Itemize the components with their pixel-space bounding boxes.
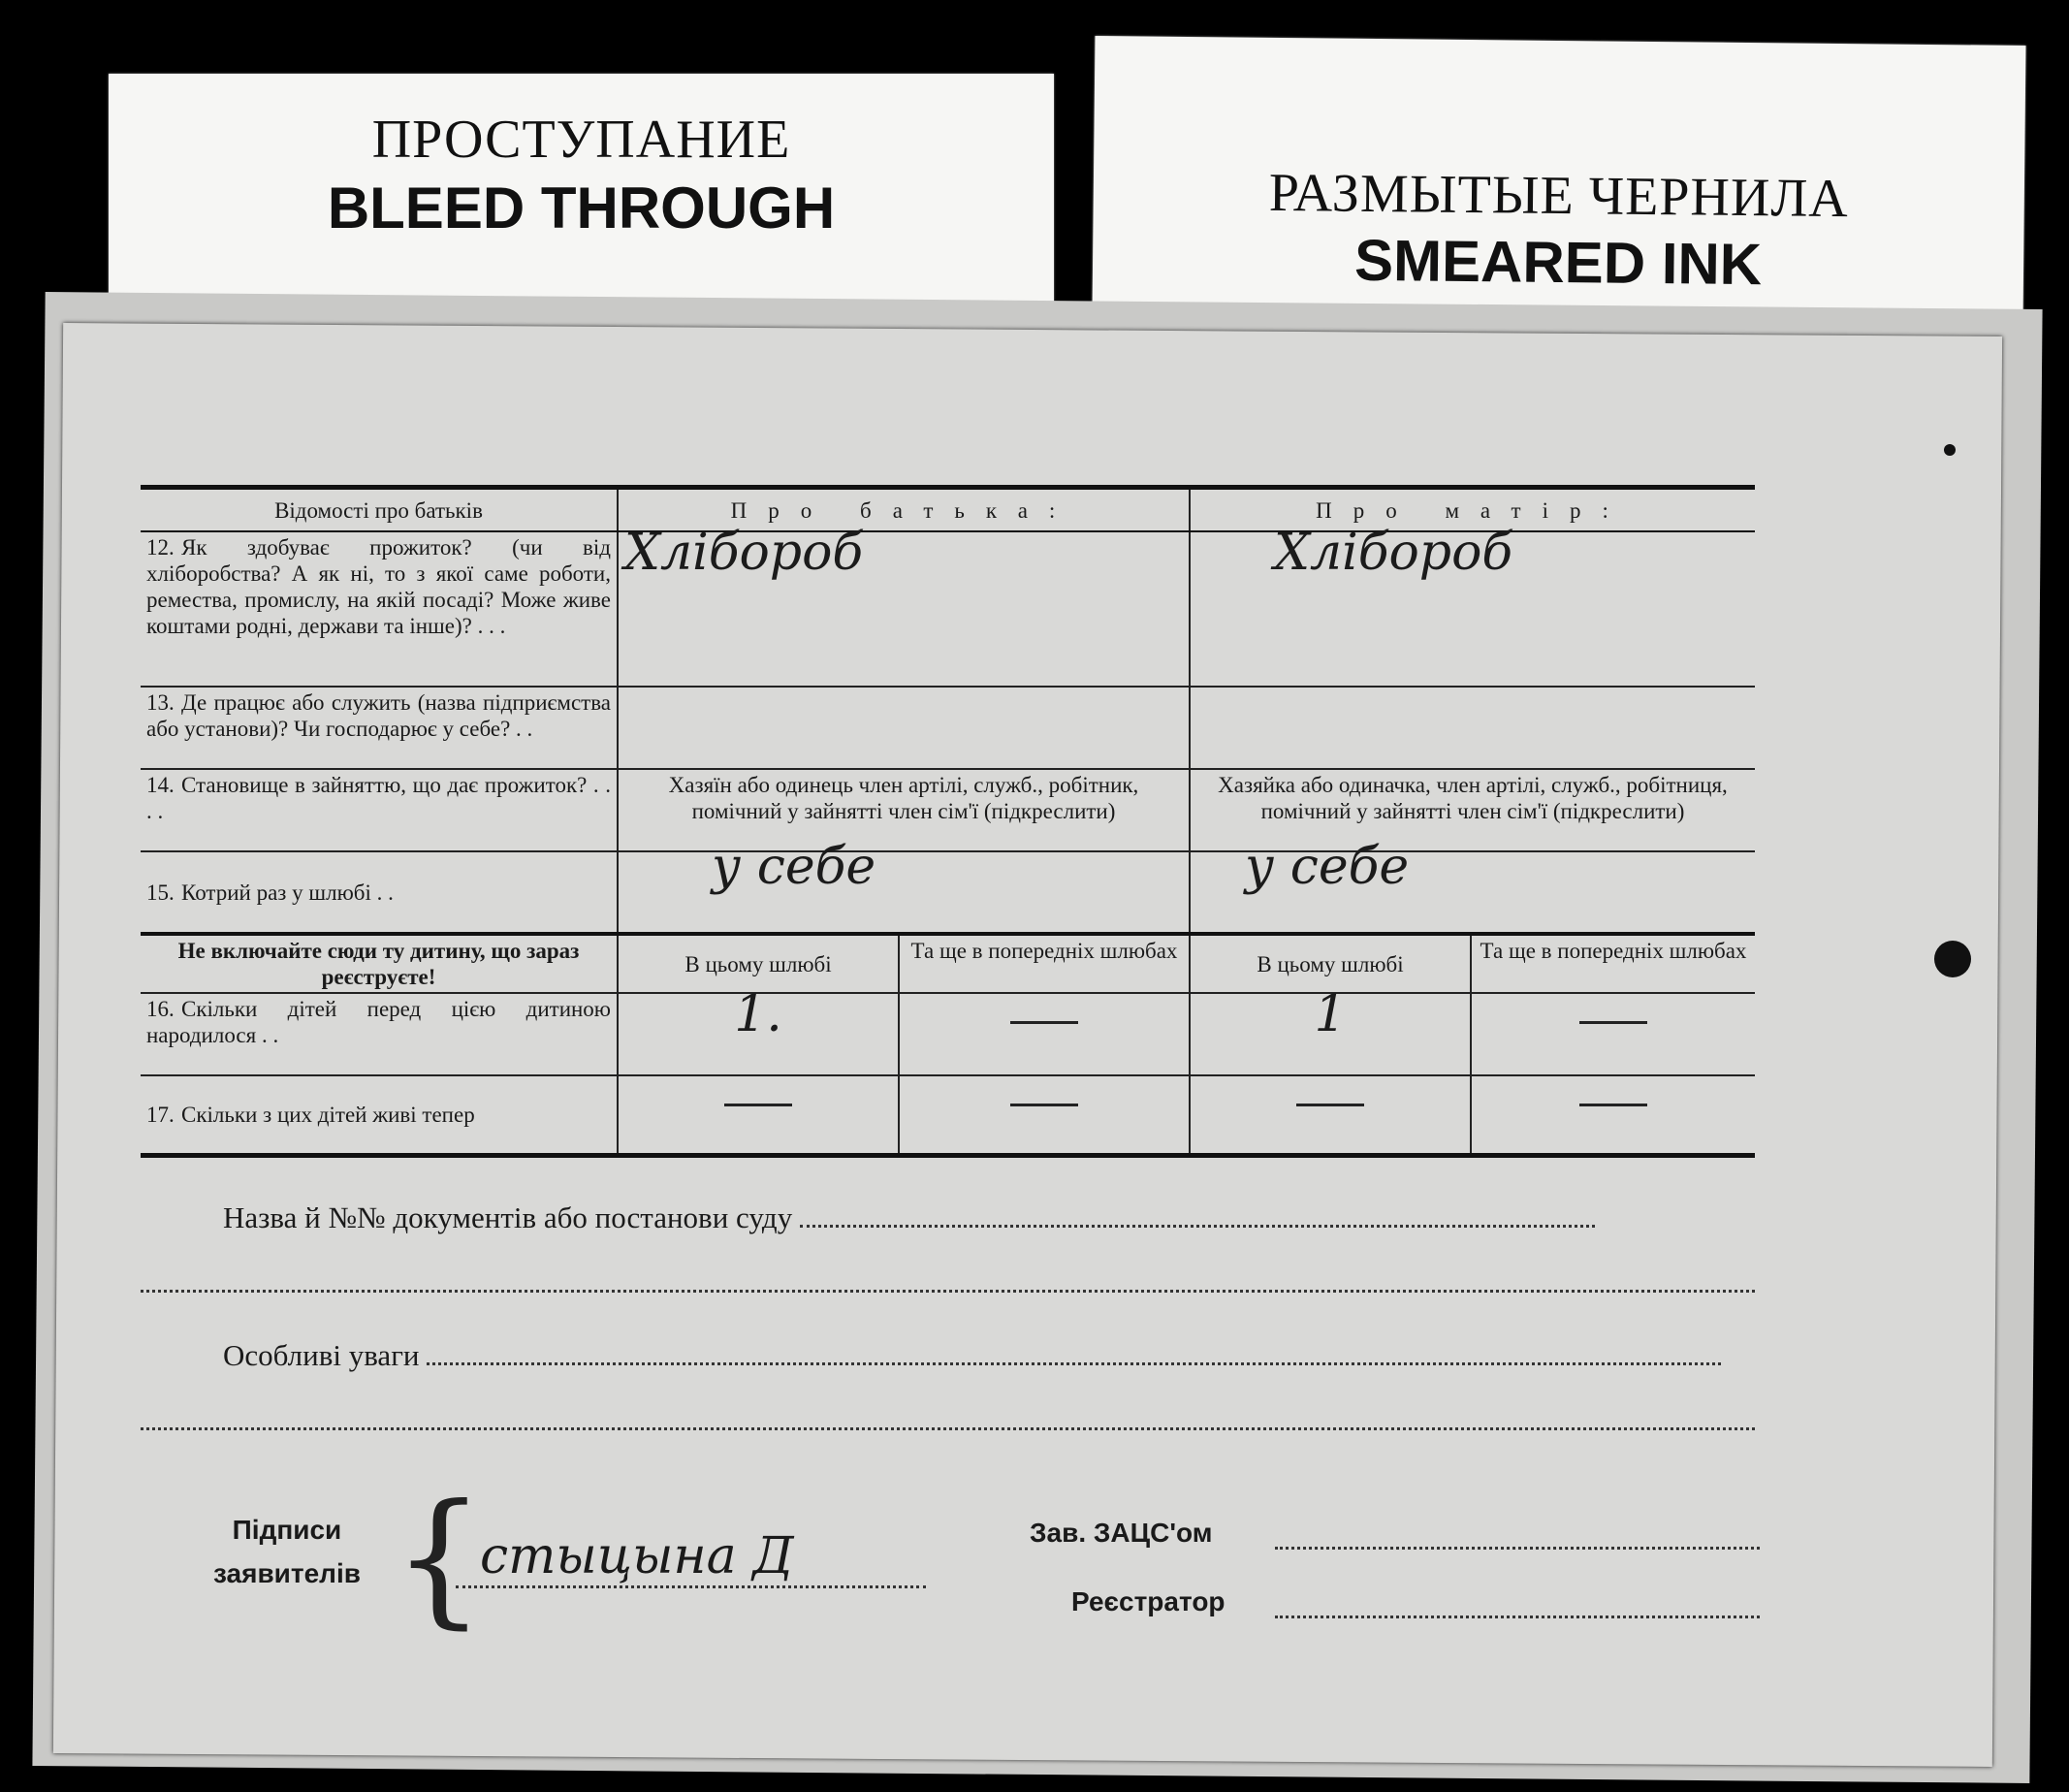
father-options-14: Хазяїн або одинець член артілі, служб., робітник, помічний у зайнятті член сім'ї (підкреслити)	[618, 769, 1190, 851]
question-15: 15. Котрий раз у шлюбі . .	[141, 851, 618, 934]
registrar-label: Реєстратор	[1071, 1586, 1225, 1616]
table-row	[141, 531, 1755, 687]
mother-current-marriage-header: В цьому шлюбі	[1190, 934, 1471, 993]
notes-line	[427, 1362, 1721, 1365]
dash-mark	[1579, 1104, 1647, 1106]
father-previous-17	[899, 1075, 1190, 1155]
father-current-17	[618, 1075, 899, 1155]
card-title-ru: РАЗМЫТЫЕ ЧЕРНИЛА	[1268, 162, 1850, 230]
mother-options-14: Хазяйка або одиначка, член артілі, служб., робітниця, помічний у зайнятті член сім'ї (підкреслити)	[1190, 769, 1755, 851]
registrar-line	[1275, 1616, 1760, 1618]
dash-mark	[1296, 1104, 1364, 1106]
parents-form	[141, 485, 1755, 1158]
dash-mark	[724, 1104, 792, 1106]
table-row	[141, 769, 1755, 851]
documents-line-2	[141, 1290, 1755, 1293]
father-previous-marriages-header: Та ще в попередніх шлюбах	[899, 934, 1190, 993]
mother-previous-16	[1471, 993, 1755, 1075]
dash-mark	[1010, 1021, 1078, 1024]
notes-label: Особливі уваги	[223, 1338, 420, 1372]
zags-head-line	[1275, 1547, 1760, 1550]
applicant-signature: стыцына Д	[480, 1527, 794, 1585]
header-father: Про батька:	[618, 488, 1190, 532]
father-previous-16	[899, 993, 1190, 1075]
zags-head-label: Зав. ЗАЦС'ом	[1030, 1518, 1213, 1548]
mother-answer-13	[1190, 687, 1755, 769]
punch-hole	[1944, 444, 1956, 456]
question-16: 16. Скільки дітей перед цією дитиною народилося . .	[141, 993, 618, 1075]
table-row	[141, 1075, 1755, 1155]
children-note: Не включайте сюди ту дитину, що зараз реєструєте!	[141, 934, 618, 993]
dash-mark	[1010, 1104, 1078, 1106]
table-row	[141, 851, 1755, 934]
mother-answer-15: у себе	[1190, 851, 1755, 934]
mother-previous-marriages-header: Та ще в попередніх шлюбах	[1471, 934, 1755, 993]
father-answer-12: Хлібороб	[618, 531, 1190, 687]
signature-line	[456, 1585, 926, 1588]
question-12: 12. Як здобуває прожиток? (чи від хліборобства? А як ні, то з якої саме роботи, ремества, промислу, на якій посаді? Може живе коштами родні, держави та інше)? . . .	[141, 531, 618, 687]
parents-table	[141, 485, 1755, 1158]
brace-mark: {	[393, 1474, 486, 1643]
table-row	[141, 687, 1755, 769]
table-row	[141, 993, 1755, 1075]
father-answer-13	[618, 687, 1190, 769]
mother-answer-12: Хлібороб	[1190, 531, 1755, 687]
question-17: 17. Скільки з цих дітей живі тепер	[141, 1075, 618, 1155]
dash-mark	[1579, 1021, 1647, 1024]
documents-line	[800, 1225, 1595, 1228]
card-title-ru: ПРОСТУПАНИЕ	[371, 110, 791, 170]
table-header-row	[141, 488, 1755, 532]
father-answer-15: у себе	[618, 851, 1190, 934]
question-13: 13. Де працює або служить (назва підприємства або установи)? Чи господарює у себе? . .	[141, 687, 618, 769]
mother-current-17	[1190, 1075, 1471, 1155]
header-mother: Про матір:	[1190, 488, 1755, 532]
header-parents-info: Відомості про батьків	[141, 488, 618, 532]
documents-label: Назва й №№ документів або постанови суду	[223, 1200, 793, 1234]
children-header-row	[141, 934, 1755, 993]
mother-previous-17	[1471, 1075, 1755, 1155]
signatures-label: Підписи заявителів	[213, 1515, 361, 1588]
bleed-through-card	[109, 74, 1054, 306]
smeared-ink-card	[1093, 36, 2026, 322]
mother-current-16: 1	[1190, 993, 1471, 1075]
notes-line-2	[141, 1427, 1755, 1430]
question-14: 14. Становище в зайняттю, що дає прожиток? . . . .	[141, 769, 618, 851]
card-title-en: BLEED THROUGH	[327, 176, 836, 240]
card-title-en: SMEARED INK	[1353, 227, 1763, 298]
father-current-marriage-header: В цьому шлюбі	[618, 934, 899, 993]
notes-row	[141, 1338, 1755, 1373]
father-current-16: 1.	[618, 993, 899, 1075]
documents-row	[141, 1200, 1755, 1235]
punch-hole	[1934, 941, 1971, 977]
